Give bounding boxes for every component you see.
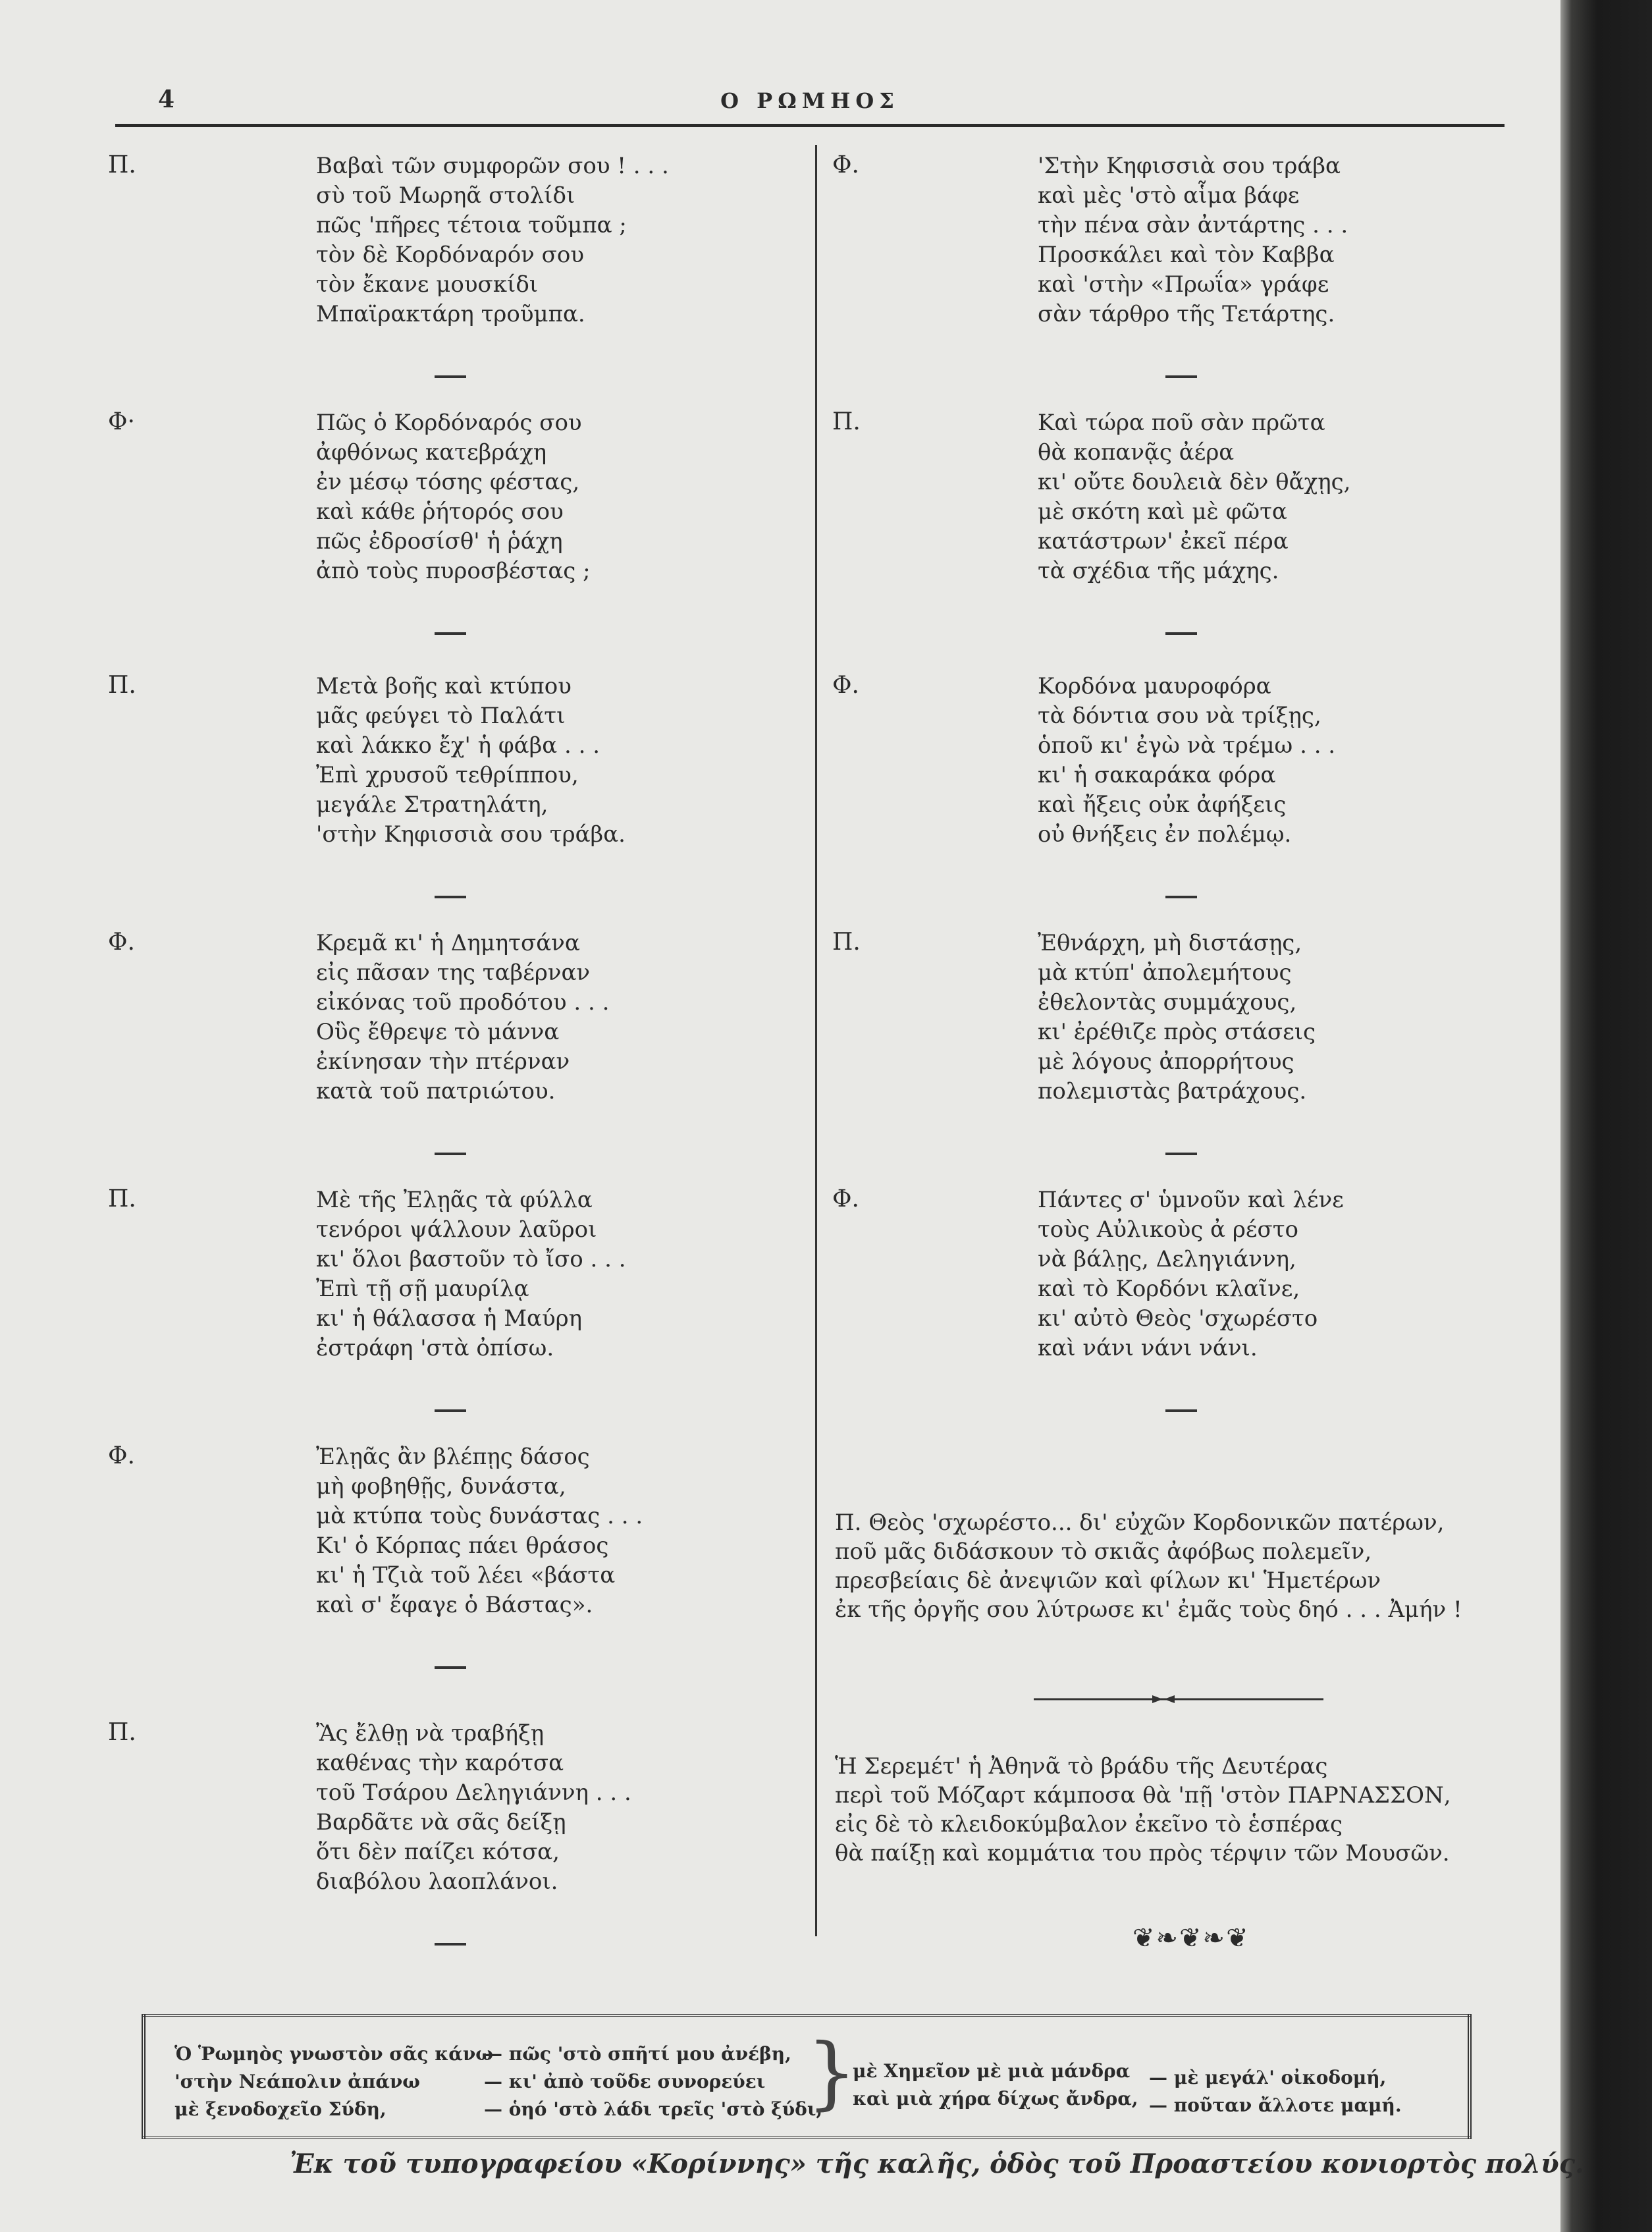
footer-verse-line: — ποῦταν ἄλλοτε μαμή.	[1149, 2094, 1402, 2116]
verse-line: κατὰ τοῦ πατριώτου.	[316, 1078, 556, 1104]
stanza	[830, 929, 1508, 1146]
stanza-separator	[1165, 1409, 1197, 1412]
prose-line: Π. Θεὸς 'σχωρέστο... δι' εὐχῶν Κορδονικῶν πατέρων,	[835, 1510, 1445, 1536]
verse-line: Κορδόνα μαυροφόρα	[1038, 673, 1271, 699]
verse-line: κι' ἡ Τζιὰ τοῦ λέει «βάστα	[316, 1562, 616, 1589]
footer-right-verse-b	[1149, 2064, 1402, 2119]
stanza	[105, 929, 803, 1146]
verse-line: Ἂς ἔλθῃ νὰ τραβήξῃ	[316, 1720, 545, 1747]
verse-line: πῶς ἐδροσίσθ' ἡ ῥάχη	[316, 528, 563, 555]
theatre-notice	[835, 1752, 1520, 1868]
verse-line: καὶ μὲς 'στὸ αἷμα βάφε	[1038, 182, 1300, 209]
verse-line: Κι' ὁ Κόρπας πάει θράσος	[316, 1533, 609, 1559]
stanza-speaker: Π.	[108, 151, 136, 178]
verse-line: τοῦ Τσάρου Δεληγιάννη . . .	[316, 1780, 631, 1806]
footer-verse-line: καὶ μιὰ χήρα δίχως ἄνδρα,	[853, 2088, 1138, 2110]
verse-line: νὰ βάλῃς, Δεληγιάννη,	[1038, 1246, 1296, 1272]
verse-line: καὶ κάθε ῥήτορός σου	[316, 499, 564, 525]
footer-verse-line: Ὁ Ῥωμηὸς γνωστὸν σᾶς κάνω	[174, 2043, 493, 2065]
footer-verse-line: — κι' ἀπὸ τοῦδε συνορεύει	[484, 2071, 766, 2092]
verse-line: 'Στὴν Κηφισσιὰ σου τράβα	[1038, 153, 1341, 179]
verse-line: εἰκόνας τοῦ προδότου . . .	[316, 989, 610, 1016]
verse-line: τὰ σχέδια τῆς μάχης.	[1038, 558, 1279, 584]
verse-line: Ἐθνάρχη, μὴ διστάσῃς,	[1038, 930, 1302, 956]
footer-brace: }	[807, 2027, 857, 2119]
stanza-separator	[435, 896, 466, 898]
stanza-verse	[316, 929, 609, 1106]
verse-line: ὁποῦ κι' ἐγὼ νὰ τρέμω . . .	[1038, 732, 1336, 759]
stanza-verse	[316, 151, 669, 329]
stanza	[105, 1185, 803, 1403]
footer-left-verse-b	[484, 2040, 822, 2123]
prose-line: πρεσβείαις δὲ ἀνεψιῶν καὶ φίλων κι' Ἡμετέρων	[835, 1567, 1381, 1594]
stanza-separator	[1165, 632, 1197, 635]
verse-line: Οὓς ἔθρεψε τὸ μάννα	[316, 1019, 560, 1045]
verse-line: Μὲ τῆς Ἐλῃᾶς τὰ φύλλα	[316, 1187, 593, 1213]
prose-line: ποῦ μᾶς διδάσκουν τὸ σκιᾶς ἀφόβως πολεμεῖν,	[835, 1538, 1372, 1565]
footer-advert-box	[142, 2014, 1472, 2139]
verse-line: ἀφθόνως κατεβράχη	[316, 439, 547, 466]
header-rule	[115, 124, 1505, 127]
footer-verse-line: — μὲ μεγάλ' οἰκοδομή,	[1149, 2067, 1387, 2088]
verse-line: ἀπὸ τοὺς πυροσβέστας ;	[316, 558, 591, 584]
stanza	[105, 408, 803, 626]
verse-line: ἐθελοντὰς συμμάχους,	[1038, 989, 1297, 1016]
stanza-speaker: Π.	[832, 929, 861, 956]
stanza-verse	[1038, 151, 1348, 329]
verse-line: τοὺς Αὐλικοὺς ἀ ρέστο	[1038, 1216, 1298, 1243]
footer-verse-line: 'στὴν Νεάπολιν ἀπάνω	[174, 2071, 420, 2092]
footer-verse-line: — πῶς 'στὸ σπῆτί μου ἀνέβη,	[484, 2043, 791, 2065]
verse-line: θὰ κοπανᾷς ἀέρα	[1038, 439, 1235, 466]
stanza-verse	[1038, 929, 1316, 1106]
stanza-separator	[435, 632, 466, 635]
verse-line: ὅτι δὲν παίζει κότσα,	[316, 1839, 560, 1865]
stanza-speaker: Π.	[108, 672, 136, 699]
stanza-separator	[1165, 896, 1197, 898]
stanza-speaker: Φ.	[832, 151, 859, 178]
page-edge-shadow	[1560, 0, 1652, 2232]
stanza	[105, 1442, 803, 1660]
verse-line: 'στὴν Κηφισσιὰ σου τράβα.	[316, 821, 626, 848]
verse-line: καὶ ἤξεις οὐκ ἀφήξεις	[1038, 792, 1287, 818]
stanza-speaker: Π.	[108, 1185, 136, 1212]
verse-line: ἐστράφη 'στὰ ὀπίσω.	[316, 1335, 554, 1361]
verse-line: κι' αὐτὸ Θεὸς 'σχωρέστο	[1038, 1305, 1318, 1332]
footer-box-top-rule	[142, 2014, 1472, 2017]
stanza-speaker: Π.	[108, 1719, 136, 1746]
stanza-speaker: Φ.	[108, 929, 135, 956]
column-divider	[815, 145, 817, 1936]
footer-verse-line: — ὁηό 'στὸ λάδι τρεῖς 'στὸ ξύδι,	[484, 2098, 823, 2120]
stanza-separator	[435, 1409, 466, 1412]
ornament-flourish: ❦❧❦❧❦	[1132, 1923, 1250, 1953]
verse-line: κι' ὅλοι βαστοῦν τὸ ἴσο . . .	[316, 1246, 626, 1272]
stanza-separator	[435, 1943, 466, 1946]
verse-line: εἰς πᾶσαν της ταβέρναν	[316, 960, 591, 986]
prose-line: εἰς δὲ τὸ κλειδοκύμβαλον ἐκεῖνο τὸ ἑσπέρας	[835, 1811, 1343, 1837]
verse-line: Μπαϊρακτάρη τροῦμπα.	[316, 301, 585, 327]
verse-line: κατάστρων' ἐκεῖ πέρα	[1038, 528, 1289, 555]
printer-imprint: Ἐκ τοῦ τυπογραφείου «Κορίννης» τῆς καλῆς, ὁδὸς τοῦ Προαστείου κονιορτὸς πολύς.	[290, 2148, 1585, 2179]
verse-line: πολεμιστὰς βατράχους.	[1038, 1078, 1307, 1104]
footer-left-verse-a	[174, 2040, 493, 2123]
footer-box-bottom-rule	[142, 2137, 1472, 2139]
stanza-separator	[1165, 1153, 1197, 1155]
verse-line: τὴν πένα σὰν ἀντάρτης . . .	[1038, 212, 1348, 238]
verse-line: μᾶς φεύγει τὸ Παλάτι	[316, 703, 566, 729]
stanza-separator	[435, 1666, 466, 1669]
verse-line: Μετὰ βοῆς καὶ κτύπου	[316, 673, 572, 699]
verse-line: καὶ λάκκο ἔχ' ἡ φάβα . . .	[316, 732, 600, 759]
verse-line: Ἐλῃᾶς ἂν βλέπῃς δάσος	[316, 1444, 590, 1470]
verse-line: Βαρδᾶτε νὰ σᾶς δείξῃ	[316, 1809, 566, 1836]
stanza	[105, 151, 803, 369]
verse-line: Πῶς ὁ Κορδόναρός σου	[316, 410, 582, 436]
stanza	[830, 151, 1508, 369]
verse-line: καὶ τὸ Κορδόνι κλαῖνε,	[1038, 1276, 1300, 1302]
footer-right-verse-a	[853, 2057, 1138, 2113]
prose-line: Ἡ Σερεμέτ' ἡ Ἀθηνᾶ τὸ βράδυ τῆς Δευτέρας	[835, 1753, 1328, 1780]
stanza	[105, 1719, 803, 1936]
verse-line: καὶ 'στὴν «Πρωΐα» γράφε	[1038, 271, 1329, 298]
stanza	[830, 672, 1508, 889]
footer-box-right-rule	[1468, 2014, 1472, 2139]
verse-line: μεγάλε Στρατηλάτη,	[316, 792, 548, 818]
stanza-verse	[1038, 1185, 1344, 1363]
verse-line: Κρεμᾶ κι' ἡ Δημητσάνα	[316, 930, 580, 956]
stanza-speaker: Π.	[832, 408, 861, 435]
verse-line: κι' ἐρέθιζε πρὸς στάσεις	[1038, 1019, 1316, 1045]
verse-line: πῶς 'πῆρες τέτοια τοῦμπα ;	[316, 212, 627, 238]
verse-line: κι' οὔτε δουλειὰ δὲν θἄχῃς,	[1038, 469, 1351, 495]
verse-line: τὸν δὲ Κορδόναρόν σου	[316, 242, 584, 268]
verse-line: σὺ τοῦ Μωρηᾶ στολίδι	[316, 182, 575, 209]
verse-line: τενόροι ψάλλουν λαῦροι	[316, 1216, 597, 1243]
stanza-verse	[1038, 672, 1335, 850]
prose-line: περὶ τοῦ Μόζαρτ κάμποσα θὰ 'πῇ 'στὸν ΠΑΡΝΑΣΣΟΝ,	[835, 1782, 1451, 1809]
stanza	[830, 408, 1508, 626]
verse-line: τὸν ἔκανε μουσκίδι	[316, 271, 539, 298]
verse-line: Ἐπὶ χρυσοῦ τεθρίππου,	[316, 762, 579, 788]
verse-line: σὰν τάρθρο τῆς Τετάρτης.	[1038, 301, 1335, 327]
stanza-verse	[316, 1185, 626, 1363]
footer-verse-line: μὲ ξενοδοχεῖο Σύδη,	[174, 2098, 386, 2120]
stanza-verse	[316, 1719, 631, 1897]
stanza-speaker: Φ.	[832, 672, 859, 699]
verse-line: Καὶ τώρα ποῦ σὰν πρῶτα	[1038, 410, 1325, 436]
verse-line: κι' ἡ θάλασσα ἡ Μαύρη	[316, 1305, 583, 1332]
verse-line: Προσκάλει καὶ τὸν Καββα	[1038, 242, 1335, 268]
verse-line: κι' ἡ σακαράκα φόρα	[1038, 762, 1276, 788]
footer-verse-line: μὲ Χημεῖον μὲ μιὰ μάνδρα	[853, 2060, 1131, 2082]
stanza-speaker: Φ.	[108, 1442, 135, 1469]
stanza	[830, 1185, 1508, 1403]
verse-line: διαβόλου λαοπλάνοι.	[316, 1868, 558, 1895]
page-number: 4	[158, 86, 175, 113]
stanza-verse	[1038, 408, 1350, 586]
stanza-verse	[316, 408, 591, 586]
verse-line: μὲ λόγους ἀπορρήτους	[1038, 1048, 1294, 1075]
verse-line: ἐκίνησαν τὴν πτέρναν	[316, 1048, 570, 1075]
stanza-speaker: Φ.	[832, 1185, 859, 1212]
verse-line: μὰ κτύπ' ἀπολεμήτους	[1038, 960, 1292, 986]
verse-line: τὰ δόντια σου νὰ τρίξῃς,	[1038, 703, 1321, 729]
prose-line: ἐκ τῆς ὀργῆς σου λύτρωσε κι' ἐμᾶς τοὺς δηό . . . Ἀμήν !	[835, 1596, 1462, 1623]
verse-line: Πάντες σ' ὑμνοῦν καὶ λένε	[1038, 1187, 1344, 1213]
verse-line: καὶ νάνι νάνι νάνι.	[1038, 1335, 1258, 1361]
stanza-separator	[1165, 375, 1197, 378]
verse-line: οὐ θνήξεις ἐν πολέμῳ.	[1038, 821, 1292, 848]
stanza-verse	[316, 1442, 643, 1620]
verse-line: μὴ φοβηθῇς, δυνάστα,	[316, 1473, 566, 1500]
verse-line: ἐν μέσῳ τόσης φέστας,	[316, 469, 580, 495]
verse-line: Ἐπὶ τῇ σῇ μαυρίλᾳ	[316, 1276, 529, 1302]
verse-line: καὶ σ' ἔφαγε ὁ Βάστας».	[316, 1592, 593, 1618]
stanza-verse	[316, 672, 626, 850]
stanza-separator	[435, 1153, 466, 1155]
closing-prayer	[835, 1508, 1520, 1624]
verse-line: καθένας τὴν καρότσα	[316, 1750, 564, 1776]
stanza-speaker: Φ·	[108, 408, 135, 435]
verse-line: Βαβαὶ τῶν συμφορῶν σου ! . . .	[316, 153, 669, 179]
prose-line: θὰ παίξῃ καὶ κομμάτια του πρὸς τέρψιν τῶν Μουσῶν.	[835, 1840, 1450, 1866]
verse-line: μὰ κτύπα τοὺς δυνάστας . . .	[316, 1503, 643, 1529]
verse-line: μὲ σκότη καὶ μὲ φῶτα	[1038, 499, 1287, 525]
stanza	[105, 672, 803, 889]
masthead: Ο ΡΩΜΗΟΣ	[720, 88, 899, 113]
footer-box-left-rule	[142, 2014, 146, 2139]
stanza-separator	[435, 375, 466, 378]
arrow-rule	[1034, 1693, 1323, 1706]
